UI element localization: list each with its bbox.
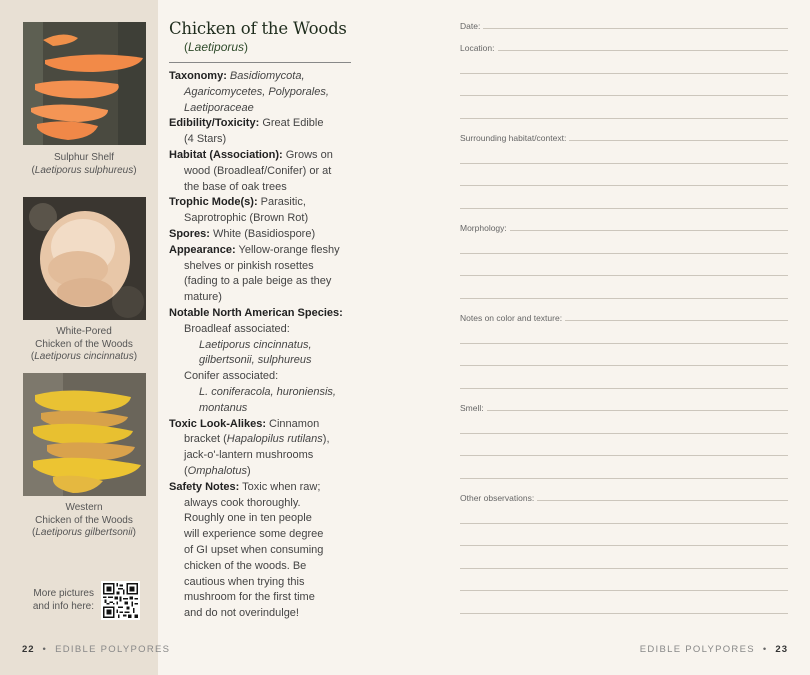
page-number: 22 xyxy=(22,644,35,655)
spores-field: Spores: White (Basidiospore) xyxy=(169,227,316,240)
blank-line[interactable] xyxy=(460,152,788,166)
edibility-field: Edibility/Toxicity: Great Edible (4 Stars) xyxy=(169,117,324,146)
species-entry xyxy=(169,18,351,622)
scientific-name: (Laetiporus cincinnatus) xyxy=(30,351,138,362)
blank-line[interactable] xyxy=(460,467,788,481)
left-page-footer xyxy=(22,644,170,655)
habitat-context-field[interactable]: Surrounding habitat/context: xyxy=(460,129,788,143)
western-image-icon xyxy=(23,373,146,496)
species-field: Notable North American Species: Broadleaf associated: Laetiporus cincinnatus, gilbertsonii, sulphureus Conifer associated: L. coniferacola, huroniensis, montanus xyxy=(169,306,343,414)
qr-code-icon[interactable] xyxy=(101,581,140,620)
sulphur-shelf-caption xyxy=(8,152,160,177)
white-pored-photo xyxy=(23,197,146,320)
blank-line[interactable] xyxy=(460,107,788,121)
blank-line[interactable] xyxy=(460,174,788,188)
lookalikes-field: Toxic Look-Alikes: Cinnamon bracket (Hapalopilus rutilans), jack-o'-lantern mushrooms (Omphalotus) xyxy=(169,417,330,477)
blank-line[interactable] xyxy=(460,422,788,436)
common-name: Chicken of the Woods xyxy=(35,338,133,350)
field-label: Habitat (Association): xyxy=(169,148,283,161)
field-label: Safety Notes: xyxy=(169,480,240,493)
white-pored-image-icon xyxy=(23,197,146,320)
blank-line[interactable] xyxy=(460,264,788,278)
right-page-footer xyxy=(640,644,788,655)
more-info-line1: More pictures xyxy=(33,588,94,599)
genus-subtitle: (Laetiporus) xyxy=(184,40,249,54)
safety-field: Safety Notes: Toxic when raw; always cook thoroughly. Roughly one in ten people will experience some degree of GI upset when consuming chicken of the woods. Be cautious when trying this mushroom for the first time and do not overindulge! xyxy=(169,480,324,620)
blank-line[interactable] xyxy=(460,354,788,368)
blank-line[interactable] xyxy=(460,84,788,98)
blank-line[interactable] xyxy=(460,602,788,616)
western-photo xyxy=(23,373,146,496)
title-divider xyxy=(169,62,351,63)
field-label: Toxic Look-Alikes: xyxy=(169,417,266,430)
morphology-field[interactable]: Morphology: xyxy=(460,219,788,233)
habitat-field: Habitat (Association): Grows on wood (Broadleaf/Conifer) or at the base of oak trees xyxy=(169,148,333,193)
taxonomy-field: Taxonomy: Basidiomycota, Agaricomycetes, Polyporales, Laetiporaceae xyxy=(169,70,329,114)
more-info-text xyxy=(22,588,94,613)
common-name: Western xyxy=(65,502,103,513)
footer-bullet: • xyxy=(42,644,48,655)
field-label: Spores: xyxy=(169,227,210,240)
appearance-field: Appearance: Yellow-orange fleshy shelves or pinkish rosettes (fading to a pale beige as they mature) xyxy=(169,243,340,304)
blank-line[interactable] xyxy=(460,287,788,301)
section-name: EDIBLE POLYPORES xyxy=(55,644,171,655)
smell-field[interactable]: Smell: xyxy=(460,399,788,413)
common-name: Sulphur Shelf xyxy=(53,152,115,163)
trophic-mode-field: Trophic Mode(s): Parasitic, Saprotrophic (Brown Rot) xyxy=(169,196,309,225)
field-label: Taxonomy: xyxy=(169,70,227,82)
field-label: Edibility/Toxicity: xyxy=(169,117,260,130)
common-name: Chicken of the Woods xyxy=(35,514,133,526)
scientific-name: (Laetiporus sulphureus) xyxy=(31,164,137,176)
blank-line[interactable] xyxy=(460,579,788,593)
qr-code-graphic xyxy=(103,583,138,618)
common-name: White-Pored xyxy=(56,326,112,337)
sulphur-shelf-photo xyxy=(23,22,146,145)
blank-line[interactable] xyxy=(460,444,788,458)
other-observations-field[interactable]: Other observations: xyxy=(460,489,788,503)
white-pored-caption xyxy=(8,326,160,364)
blank-line[interactable] xyxy=(460,377,788,391)
blank-line[interactable] xyxy=(460,534,788,548)
field-label: Notable North American Species: xyxy=(169,306,343,319)
date-field[interactable]: Date: xyxy=(460,17,788,31)
page-number: 23 xyxy=(775,644,788,655)
blank-line[interactable] xyxy=(460,62,788,76)
scientific-name: (Laetiporus gilbertsonii) xyxy=(32,527,136,538)
section-name: EDIBLE POLYPORES xyxy=(639,644,755,655)
color-texture-field[interactable]: Notes on color and texture: xyxy=(460,309,788,323)
blank-line[interactable] xyxy=(460,512,788,526)
more-info-line2: and info here: xyxy=(32,600,94,612)
blank-line[interactable] xyxy=(460,557,788,571)
page-title: Chicken of the Woods xyxy=(169,19,347,38)
field-label: Appearance: xyxy=(169,243,236,256)
location-field[interactable]: Location: xyxy=(460,39,788,53)
blank-line[interactable] xyxy=(460,197,788,211)
western-caption xyxy=(8,502,160,540)
left-sidebar xyxy=(0,0,171,675)
sulphur-shelf-image-icon xyxy=(23,22,146,145)
footer-bullet: • xyxy=(762,644,768,655)
blank-line[interactable] xyxy=(460,332,788,346)
blank-line[interactable] xyxy=(460,242,788,256)
field-label: Trophic Mode(s): xyxy=(169,196,258,209)
